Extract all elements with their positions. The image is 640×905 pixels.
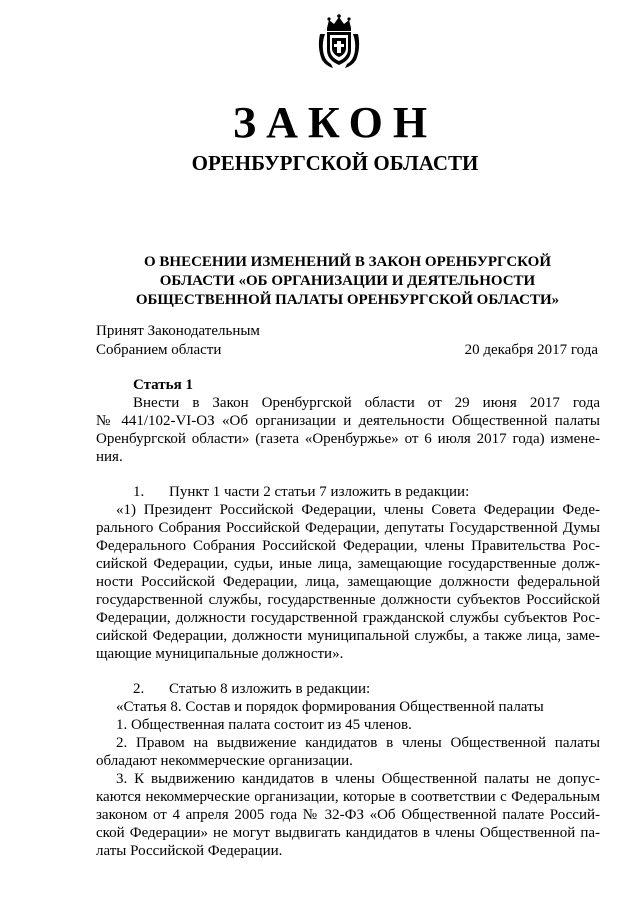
paragraph-line: Оренбургской области» (газета «Оренбуржье» от 6 июля 2017 года) измене- [96, 431, 600, 447]
amendment-item-1 [96, 483, 600, 663]
adoption-line: Собранием области [96, 342, 222, 358]
paragraph-line: щающие муниципальные должности». [96, 646, 344, 662]
item-heading [96, 680, 600, 698]
paragraph-line: ния. [96, 449, 123, 465]
paragraph-line: Федерального Собрания Российской Федерации, члены Правительства Рос- [96, 538, 600, 554]
item-number: 2. [133, 681, 145, 697]
paragraph-line: «Статья 8. Состав и порядок формирования Общественной палаты [116, 699, 544, 715]
paragraph-line: рального Собрания Российской Федерации, депутаты Государственной Думы [96, 520, 600, 536]
paragraph-line: «1) Президент Российской Федерации, члены Совета Федерации Феде- [116, 502, 600, 518]
adoption-line: Принят Законодательным [96, 323, 260, 339]
item-text: Статью 8 изложить в редакции: [169, 681, 371, 697]
amendment-item-2 [96, 680, 600, 860]
item-number: 1. [133, 484, 145, 500]
paragraph-line: ности Российской Федерации, лица, замещающие должности федеральной [96, 574, 600, 590]
paragraph-line: Федерации, должности государственной гражданской службы субъектов Рос- [96, 610, 600, 626]
paragraph-line: 2. Правом на выдвижение кандидатов в члены Общественной палаты [116, 735, 600, 751]
paragraph-line: каются некоммерческие организации, которые в соответствии с Федеральным [96, 789, 600, 805]
adoption-note [96, 322, 260, 360]
article-heading: Статья 1 [133, 377, 193, 393]
law-title-line: ОБЩЕСТВЕННОЙ ПАЛАТЫ ОРЕНБУРГСКОЙ ОБЛАСТИ» [135, 292, 560, 308]
paragraph-line: государственной службы, государственные должности субъектов Российской [96, 592, 600, 608]
paragraph-line: обладают некоммерческие организации. [96, 753, 353, 769]
paragraph-line: законом от 4 апреля 2005 года № 32-ФЗ «Об Общественной палате Россий- [96, 807, 600, 823]
paragraph-line: 3. К выдвижению кандидатов в члены Общественной палаты не допус- [116, 771, 600, 787]
law-title-line: ОБЛАСТИ «ОБ ОРГАНИЗАЦИИ И ДЕЯТЕЛЬНОСТИ [159, 273, 536, 289]
paragraph-line: ской Федерации» не могут выдвигать кандидатов в члены Общественной па- [96, 825, 600, 841]
adoption-date: 20 декабря 2017 года [464, 342, 598, 358]
region-name: ОРЕНБУРГСКОЙ ОБЛАСТИ [191, 151, 479, 175]
article-1-intro [96, 376, 600, 466]
item-text: Пункт 1 части 2 статьи 7 изложить в редакции: [169, 484, 470, 500]
orenburg-coat-of-arms-icon [316, 14, 362, 70]
paragraph-line: сийской Федерации, судьи, иные лица, замещающие государственные долж- [96, 556, 600, 572]
paragraph-line: латы Российской Федерации. [96, 843, 283, 859]
paragraph-line: № 441/102-VI-ОЗ «Об организации и деятельности Общественной палаты [96, 413, 600, 429]
law-title [95, 253, 600, 310]
paragraph-line: сийской Федерации, должности муниципальной службы, а также лица, заме- [96, 628, 600, 644]
item-heading [96, 483, 600, 501]
law-heading: ЗАКОН [232, 98, 438, 147]
law-title-line: О ВНЕСЕНИИ ИЗМЕНЕНИЙ В ЗАКОН ОРЕНБУРГСКОЙ [143, 254, 552, 270]
paragraph-line: 1. Общественная палата состоит из 45 членов. [116, 717, 412, 733]
paragraph-line: Внести в Закон Оренбургской области от 29 июня 2017 года [133, 395, 600, 411]
